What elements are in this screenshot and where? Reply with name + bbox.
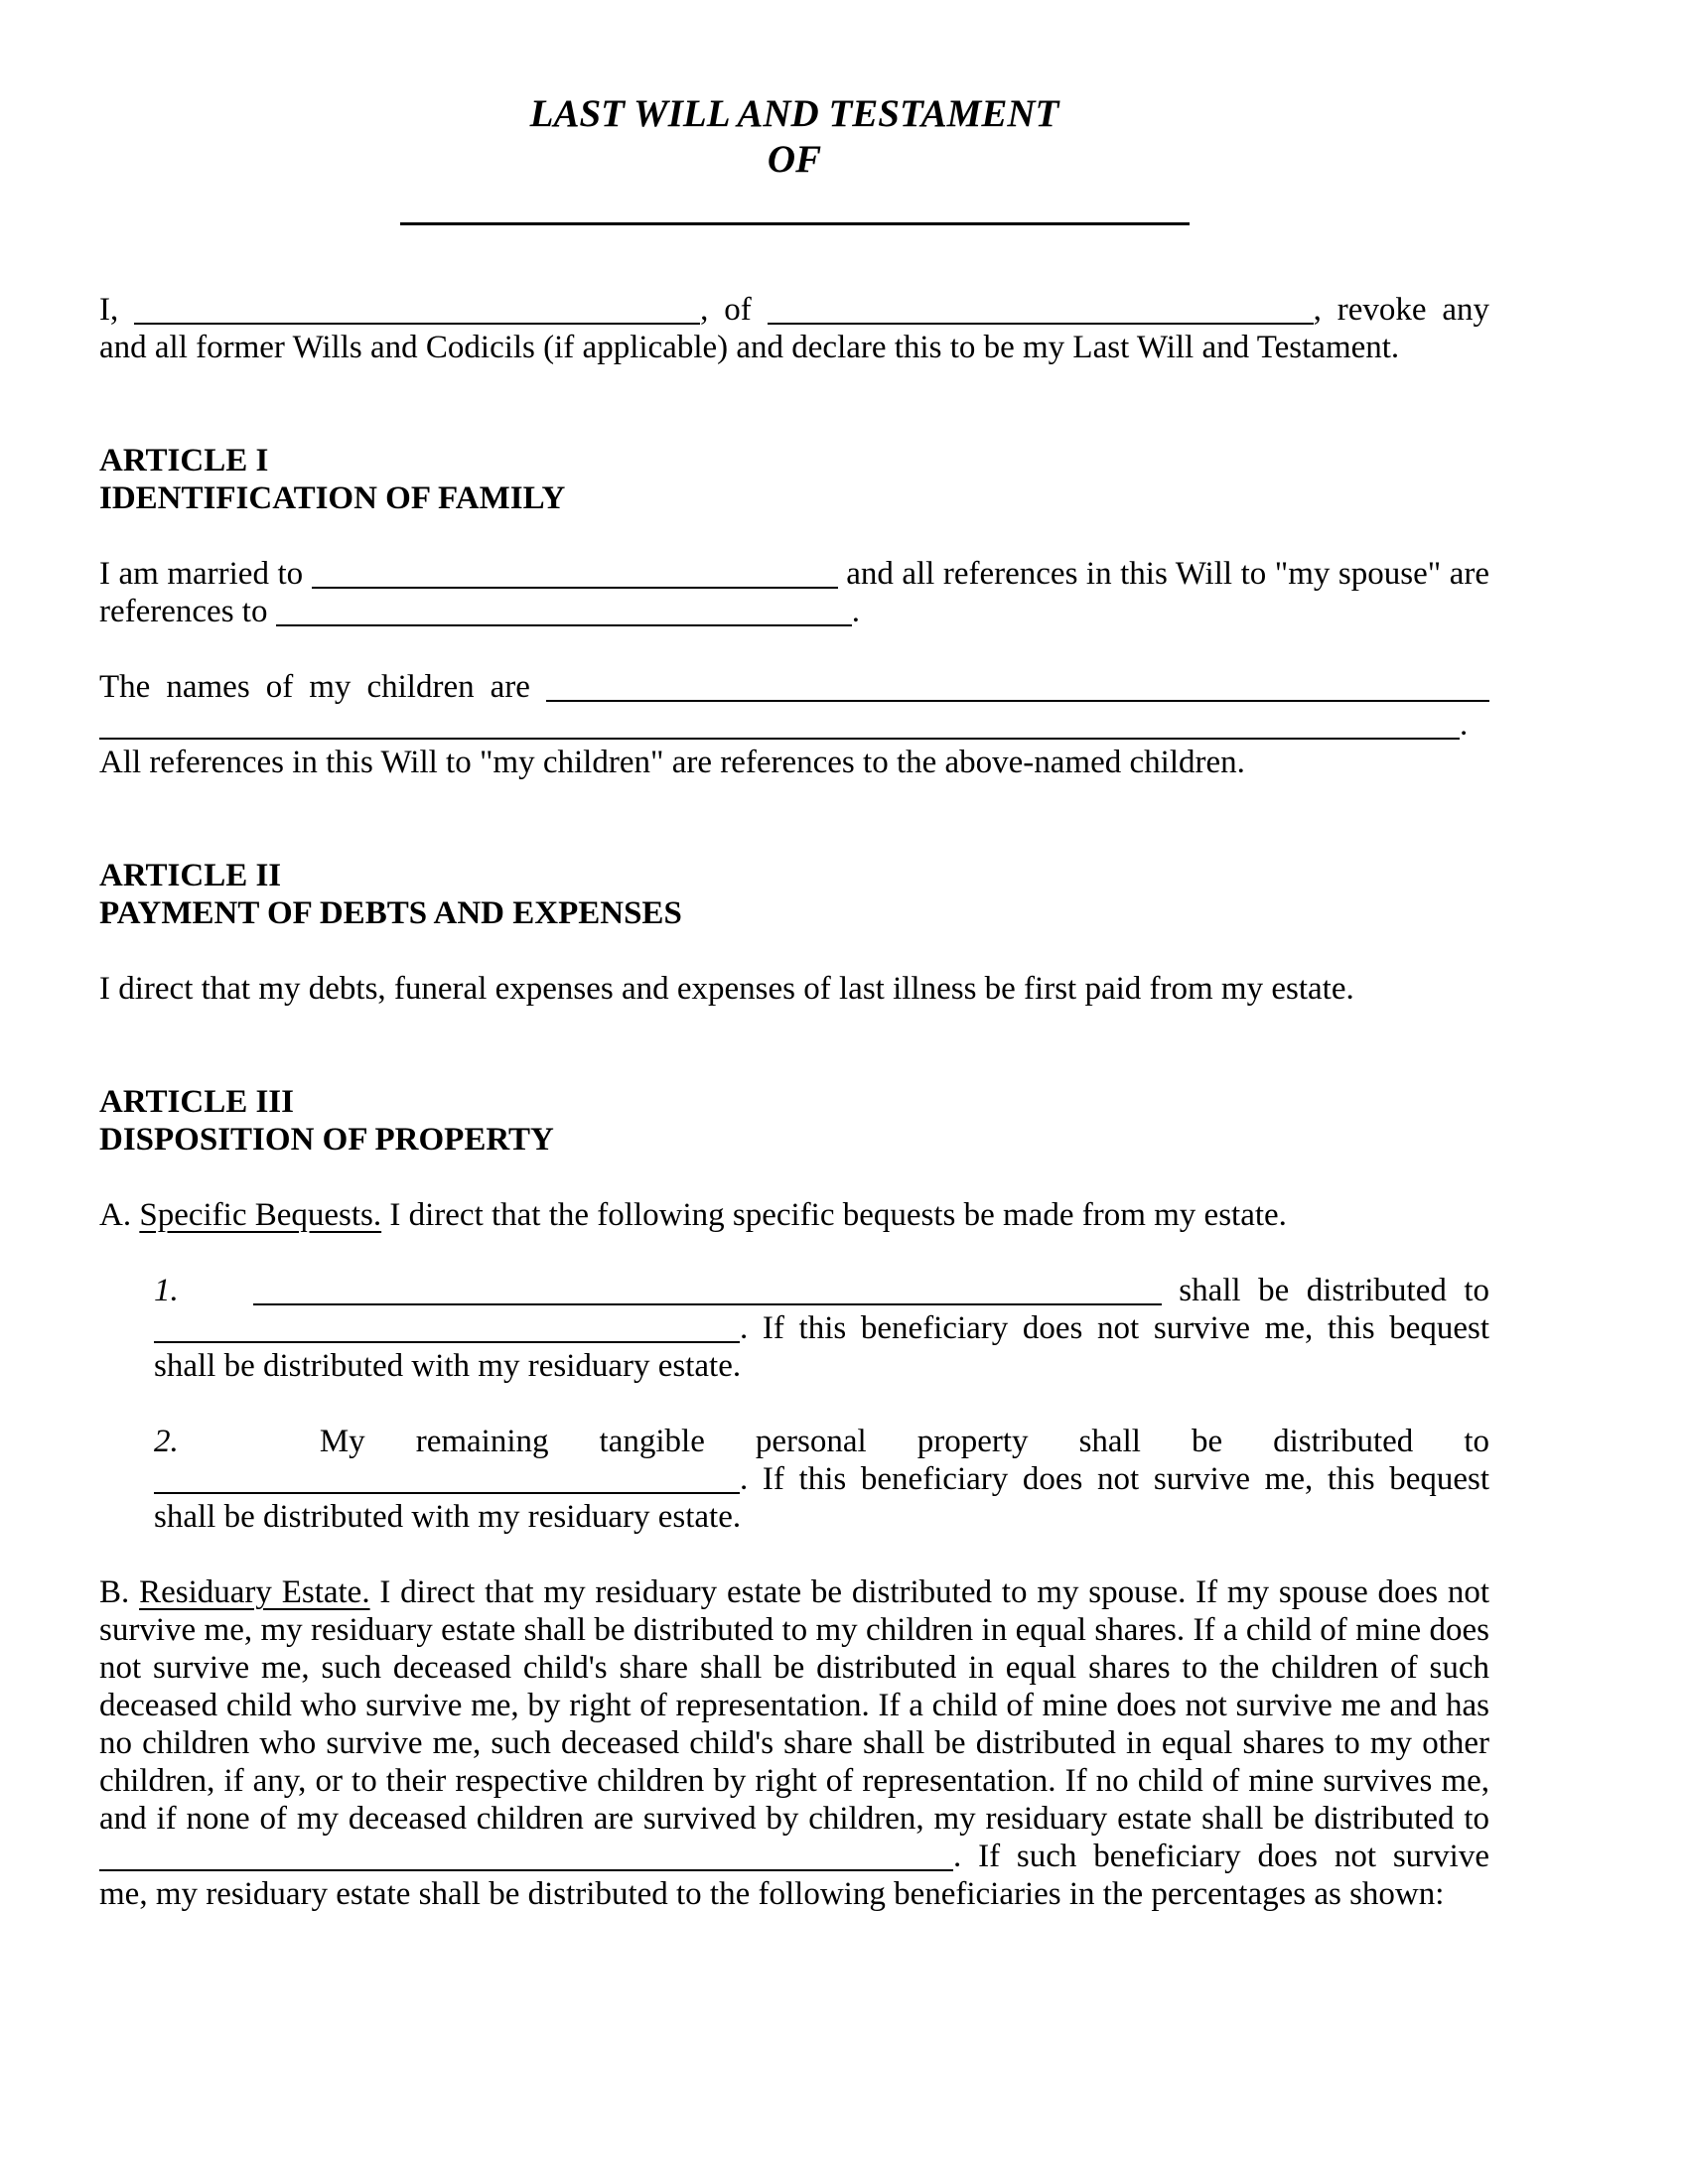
intro-text-pre: I, [99,292,119,328]
document-title: LAST WILL AND TESTAMENT [529,92,1059,135]
item1-number: 1. [154,1273,179,1308]
residuary-beneficiary-blank [99,1869,953,1871]
spouse-reference-blank [276,624,852,626]
item2-number: 2. [154,1424,179,1459]
article2-title: PAYMENT OF DEBTS AND EXPENSES [99,895,682,931]
bequest-item-2 [154,1423,1489,1536]
article1-number: ARTICLE I [99,443,269,478]
children-text-post: . All references in this Will to "my children" are references to the above-named children. [99,707,1469,780]
item1-text-post: . If this beneficiary does not survive me, this bequest shall be distributed with my residuary estate. [154,1310,1489,1384]
children-text-pre: The names of my children are [99,669,530,705]
article1-heading [99,442,1489,517]
article3-title: DISPOSITION OF PROPERTY [99,1122,554,1158]
section-a-intro-text: I direct that the following specific bequests be made from my estate. [389,1197,1287,1233]
debts-text: I direct that my debts, funeral expenses and expenses of last illness be first paid from my estate. [99,971,1354,1007]
children-names-blank-1 [546,700,1489,702]
article1-title: IDENTIFICATION OF FAMILY [99,480,566,516]
specific-bequests-paragraph [99,1196,1489,1234]
testator-name-blank-line [400,222,1190,225]
bequest1-beneficiary-blank [154,1341,740,1343]
article3-heading [99,1083,1489,1159]
bequest1-property-blank [253,1303,1162,1305]
document-title-of: OF [767,138,822,181]
married-text-pre: I am married to [99,556,304,592]
section-b-label: B. [99,1574,130,1610]
title-block [99,91,1489,225]
married-text-post: . [851,594,860,629]
item2-text-post: . If this beneficiary does not survive me, this bequest shall be distributed with my residuary estate. [154,1461,1489,1535]
children-names-blank-2 [99,738,1460,740]
married-text-mid: and all references in this Will to "my spouse" are references to [99,556,1490,629]
residuary-estate-paragraph [99,1573,1489,1913]
debts-paragraph [99,970,1489,1008]
section-a-title: Specific Bequests. [139,1197,382,1233]
section-b-text-pre: I direct that my residuary estate be distributed to my spouse. If my spouse does not survive me, my residuary estate shall be distributed to my children in equal shares. If a child of mine does not survive me, such deceased child's share shall be distributed in equal shares to the children of such deceased child who survive me, by right of representation. If a child of mine does not survive me and has no children who survive me, such deceased child's share shall be distributed in equal shares to my other children, if any, or to their respective children by right of representation. If no child of mine survives me, and if none of my deceased children are survived by children, my residuary estate shall be distributed to [99,1574,1490,1837]
item2-text-pre: My remaining tangible personal property shall be distributed to [319,1424,1490,1459]
children-paragraph [99,668,1489,781]
section-a-label: A. [99,1197,132,1233]
bequest2-beneficiary-blank [154,1492,740,1494]
intro-text-post: , revoke any and all former Wills and Codicils (if applicable) and declare this to be my Last Will and Testament. [99,292,1490,365]
section-b-text-post: . If such beneficiary does not survive me, my residuary estate shall be distributed to the following beneficiaries in the percentages as shown: [99,1839,1489,1912]
article2-number: ARTICLE II [99,858,282,893]
testator-name-blank [134,323,700,325]
section-b-title: Residuary Estate. [139,1574,370,1610]
testator-residence-blank [768,323,1314,325]
article3-number: ARTICLE III [99,1084,294,1120]
married-paragraph [99,555,1489,630]
article2-heading [99,857,1489,932]
intro-text-mid: , of [700,292,752,328]
bequest-item-1 [154,1272,1489,1385]
item1-text-mid: shall be distributed to [1179,1273,1490,1308]
intro-paragraph [99,291,1489,366]
spouse-name-blank [312,587,838,589]
